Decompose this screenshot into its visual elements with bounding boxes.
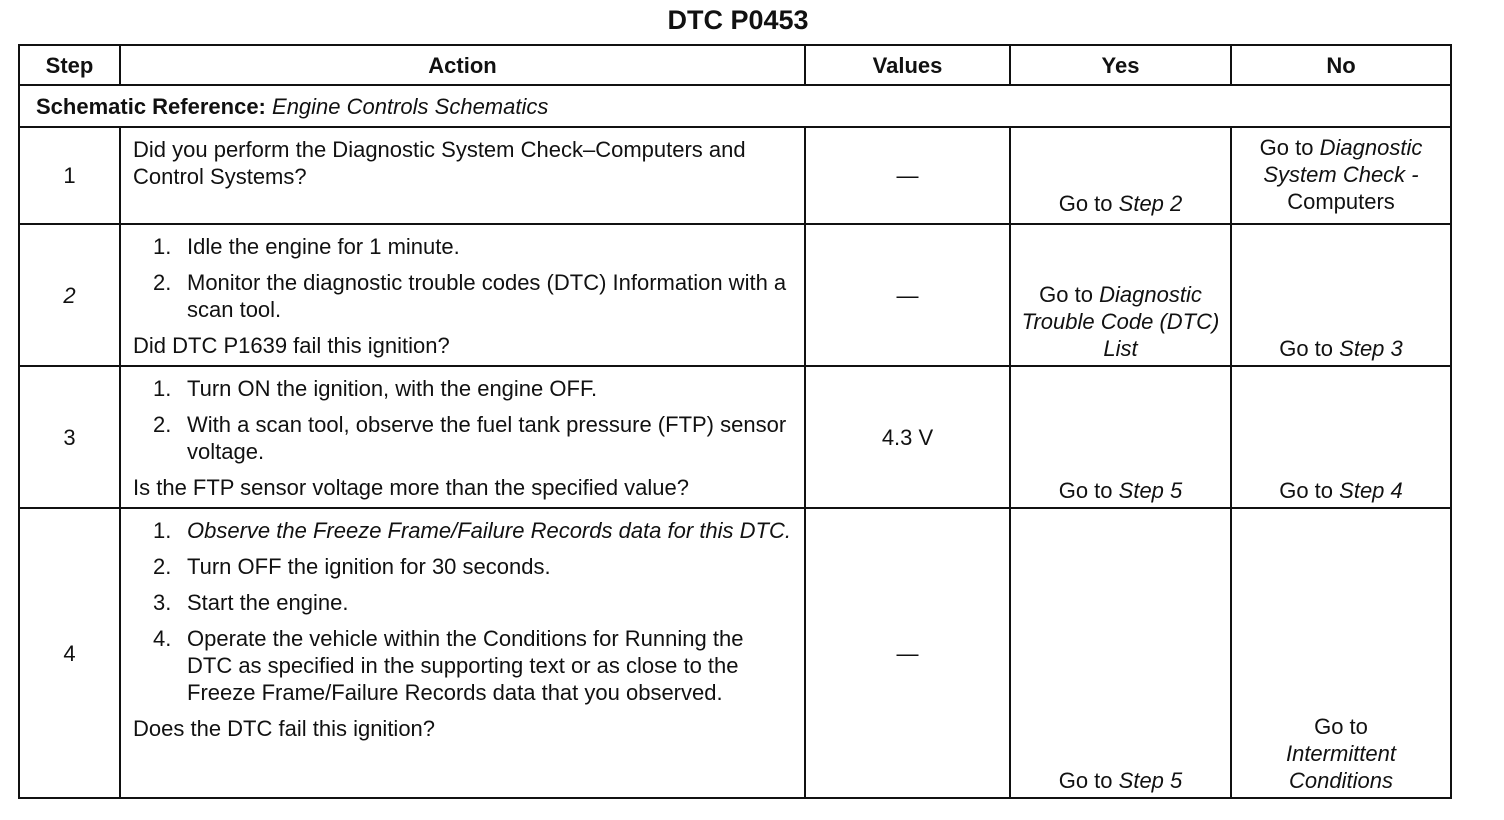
values-cell: — — [805, 224, 1010, 366]
item-text: With a scan tool, observe the fuel tank pressure (FTP) sensor voltage. — [187, 412, 787, 464]
yes-link[interactable]: Step 2 — [1118, 191, 1183, 216]
yes-prefix: Go to — [1058, 478, 1113, 503]
header-step: Step — [19, 45, 120, 85]
schematic-link[interactable]: Engine Controls Schematics — [272, 93, 549, 119]
item-number: 2. — [153, 270, 172, 295]
no-cell — [1231, 508, 1451, 798]
table-row — [19, 508, 1451, 798]
item-text: Observe the Freeze Frame/Failure Records data for this DTC. — [187, 518, 791, 543]
item-number: 3. — [153, 590, 172, 615]
no-link[interactable]: Diagnostic System Check - — [1263, 135, 1423, 187]
schematic-row — [19, 85, 1451, 127]
item-number: 2. — [153, 554, 172, 579]
header-row — [19, 45, 1451, 85]
table-row — [19, 224, 1451, 366]
action-question: Does the DTC fail this ignition? — [133, 716, 436, 741]
no-prefix: Go to — [1259, 135, 1314, 160]
table-row — [19, 366, 1451, 508]
no-prefix: Go to — [1279, 336, 1334, 361]
item-number: 1. — [153, 234, 172, 259]
no-cell — [1231, 366, 1451, 508]
dtc-table — [18, 44, 1452, 799]
action-cell — [120, 127, 805, 224]
table-row — [19, 127, 1451, 224]
yes-link[interactable]: Step 5 — [1118, 478, 1183, 503]
yes-cell — [1010, 224, 1231, 366]
step-number: 4 — [19, 508, 120, 798]
item-text: Monitor the diagnostic trouble codes (DTC) Information with a scan tool. — [187, 270, 787, 322]
step-number: 1 — [19, 127, 120, 224]
item-number: 1. — [153, 376, 172, 401]
no-prefix: Go to — [1314, 714, 1368, 739]
yes-link[interactable]: Step 5 — [1118, 768, 1183, 793]
values-cell: — — [805, 127, 1010, 224]
step-number: 3 — [19, 366, 120, 508]
header-action: Action — [120, 45, 805, 85]
list-item — [133, 269, 794, 323]
item-text: Idle the engine for 1 minute. — [187, 234, 460, 259]
yes-prefix: Go to — [1058, 191, 1113, 216]
item-number: 1. — [153, 518, 172, 543]
list-item — [133, 589, 794, 616]
yes-cell — [1010, 366, 1231, 508]
item-text: Operate the vehicle within the Conditions for Running the DTC as specified in the supporting text or as close to the Freeze Frame/Failure Records data that you observed. — [187, 626, 744, 705]
item-text: Turn OFF the ignition for 30 seconds. — [187, 554, 551, 579]
action-question: Did DTC P1639 fail this ignition? — [133, 333, 450, 358]
action-list — [133, 375, 794, 465]
no-cell — [1231, 127, 1451, 224]
header-yes: Yes — [1010, 45, 1231, 85]
list-item — [133, 411, 794, 465]
list-item — [133, 517, 794, 544]
document-title: DTC P0453 — [667, 5, 809, 35]
action-cell — [120, 508, 805, 798]
values-cell: — — [805, 508, 1010, 798]
action-question: Is the FTP sensor voltage more than the specified value? — [133, 475, 690, 500]
header-values: Values — [805, 45, 1010, 85]
list-item — [133, 233, 794, 260]
item-number: 4. — [153, 626, 172, 651]
no-link[interactable]: Step 3 — [1339, 336, 1403, 361]
yes-cell — [1010, 508, 1231, 798]
list-item — [133, 553, 794, 580]
action-cell — [120, 366, 805, 508]
item-text: Start the engine. — [187, 590, 349, 615]
action-list — [133, 233, 794, 323]
action-text: Did you perform the Diagnostic System Check–Computers and Control Systems? — [133, 137, 746, 189]
action-cell — [120, 224, 805, 366]
yes-prefix: Go to — [1058, 768, 1113, 793]
item-text: Turn ON the ignition, with the engine OFF. — [187, 376, 598, 401]
no-prefix: Go to — [1279, 478, 1334, 503]
header-no: No — [1231, 45, 1451, 85]
no-link[interactable]: Step 4 — [1339, 478, 1403, 503]
yes-cell — [1010, 127, 1231, 224]
action-list — [133, 517, 794, 706]
schematic-label: Schematic Reference: — [36, 93, 266, 119]
no-suffix: Computers — [1287, 189, 1395, 214]
no-cell — [1231, 224, 1451, 366]
yes-link[interactable]: Diagnostic Trouble Code (DTC) List — [1021, 282, 1220, 361]
no-link[interactable]: Intermittent Conditions — [1285, 741, 1397, 793]
step-number: 2 — [19, 224, 120, 366]
list-item — [133, 625, 794, 706]
schematic-reference — [19, 85, 1451, 127]
item-number: 2. — [153, 412, 172, 437]
list-item — [133, 375, 794, 402]
yes-prefix: Go to — [1039, 282, 1093, 307]
values-cell: 4.3 V — [805, 366, 1010, 508]
